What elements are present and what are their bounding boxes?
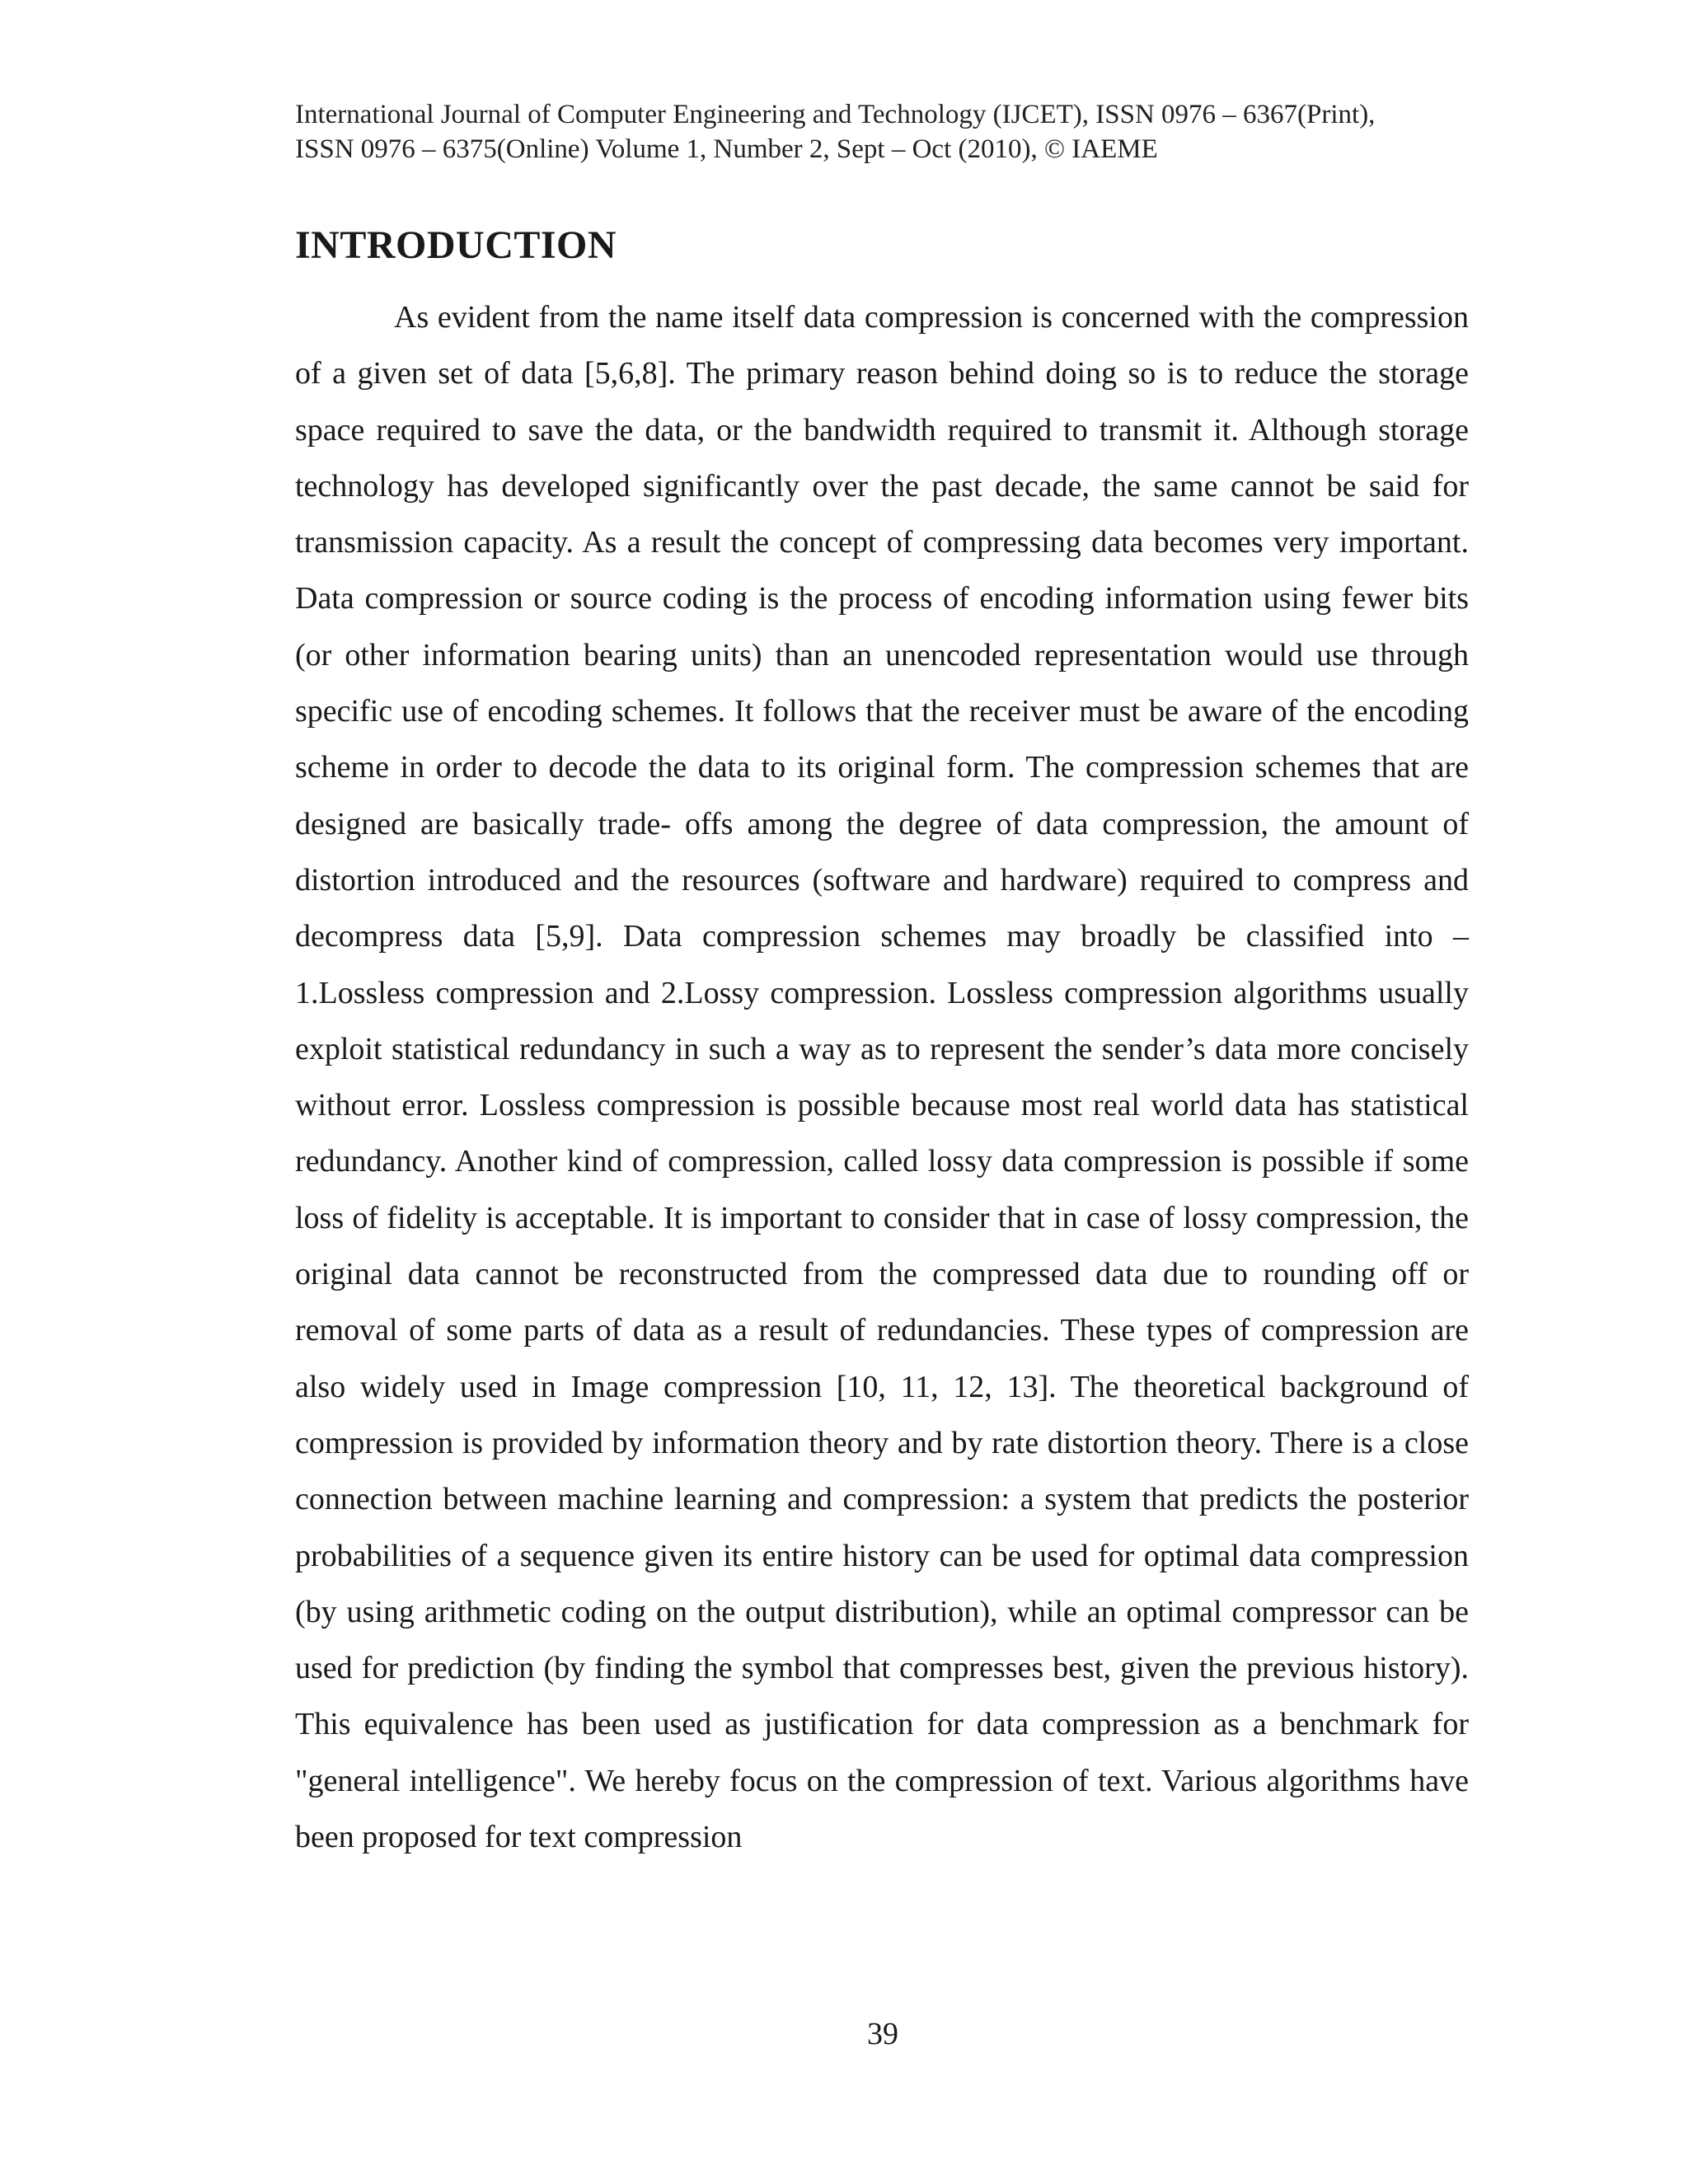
page-number: 39 <box>867 2017 898 2051</box>
header-line-1: International Journal of Computer Engineering and Technology (IJCET), ISSN 0976 – 6367(Print), <box>295 100 1376 129</box>
header-line-2: ISSN 0976 – 6375(Online) Volume 1, Number 2, Sept – Oct (2010), © IAEME <box>295 134 1158 164</box>
introduction-paragraph: As evident from the name itself data compression is concerned with the compression of a given set of data [5,6,8]. The primary reason behind doing so is to reduce the storage space required to save the data, or the bandwidth required to transmit it. Although storage technology has developed significantly over the past decade, the same cannot be said for transmission capacity. As a result the concept of compressing data becomes very important. Data compression or source coding is the process of encoding information using fewer bits (or other information bearing units) than an unencoded representation would use through specific use of encoding schemes. It follows that the receiver must be aware of the encoding scheme in order to decode the data to its original form. The compression schemes that are designed are basically trade- offs among the degree of data compression, the amount of distortion introduced and the resources (software and hardware) required to compress and decompress data [5,9]. Data compression schemes may broadly be classified into – 1.Lossless compression and 2.Lossy compression. Lossless compression algorithms usually exploit statistical redundancy in such a way as to represent the sender’s data more concisely without error. Lossless compression is possible because most real world data has statistical redundancy. Another kind of compression, called lossy data compression is possible if some loss of fidelity is acceptable. It is important to consider that in case of lossy compression, the original data cannot be reconstructed from the compressed data due to rounding off or removal of some parts of data as a result of redundancies. These types of compression are also widely used in Image compression [10, 11, 12, 13]. The theoretical background of compression is provided by information theory and by rate distortion theory. There is a close connection between machine learning and compression: a system that predicts the posterior probabilities of a sequence given its entire history can be used for optimal data compression (by using arithmetic coding on the output distribution), while an optimal compressor can be used for prediction (by finding the symbol that compresses best, given the previous history). This equivalence has been used as justification for data compression as a benchmark for "general intelligence". We hereby focus on the compression of text. Various algorithms have been proposed for text compression <box>295 300 1469 1855</box>
running-header <box>295 97 1482 166</box>
section-heading: INTRODUCTION <box>295 223 617 267</box>
